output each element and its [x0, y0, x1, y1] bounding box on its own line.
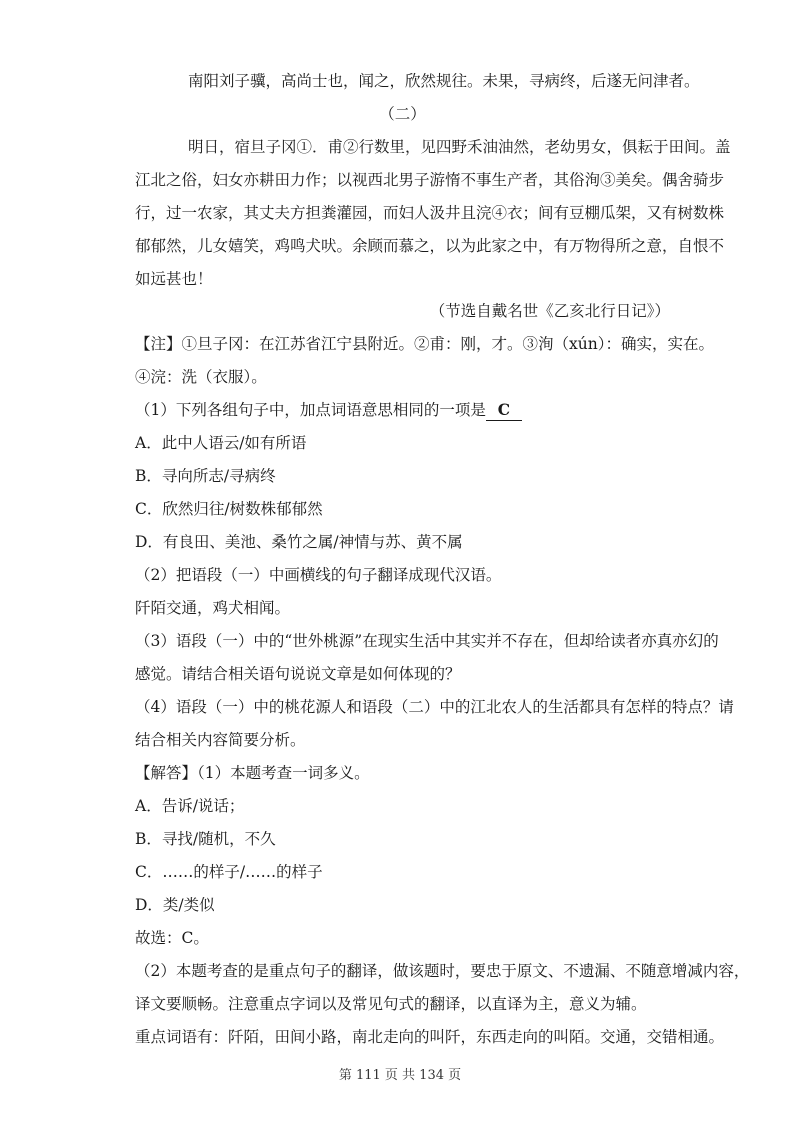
explanation-line-3: 重点词语有：阡陌，田间小路，南北走向的叫阡，东西走向的叫陌。交通，交错相通。 [135, 1028, 725, 1046]
answer-d: D．类/类似 [135, 896, 215, 914]
answer-heading: 【解答】（1）本题考查一词多义。 [135, 764, 370, 782]
text-line-3: 明日，宿旦子冈①．甫②行数里，见四野禾油油然，老幼男女，俱耘于田间。盖 [188, 138, 731, 156]
text-line-4: 江北之俗，妇女亦耕田力作；以视西北男子游惰不事生产者，其俗洵③美矣。偶舍骑步 [135, 171, 725, 189]
annotation-line-2: ④浣：洗（衣服）。 [135, 368, 267, 386]
question-3-line-1: （3）语段（一）中的“世外桃源”在现实生活中其实并不存在，但却给读者亦真亦幻的 [135, 632, 719, 650]
annotation-line-1: 【注】①旦子冈：在江苏省江宁县附近。②甫：刚，才。③洵（xún）：确实，实在。 [135, 335, 714, 353]
text-line-7: 如远甚也！ [135, 270, 213, 288]
question-1-text: （1）下列各组句子中，加点词语意思相同的一项是 [135, 401, 486, 419]
text-line-1: 南阳刘子骥，高尚士也，闻之，欣然规往。未果，寻病终，后遂无问津者。 [188, 72, 700, 90]
option-a: A．此中人语云/如有所语 [135, 434, 307, 452]
section-heading-2: （二） [379, 105, 426, 123]
option-d: D．有良田、美池、桑竹之属/神情与苏、黄不属 [135, 533, 463, 551]
question-4-line-2: 结合相关内容简要分析。 [135, 731, 306, 749]
quoted-sentence: 阡陌交通，鸡犬相闻。 [135, 599, 291, 617]
question-1 [135, 400, 670, 421]
question-4-line-1: （4）语段（一）中的桃花源人和语段（二）中的江北农人的生活都具有怎样的特点？请 [135, 698, 734, 716]
page-footer: 第 111 页 共 134 页 [338, 1068, 462, 1083]
explanation-line-1: （2）本题考查的是重点句子的翻译，做该题时，要忠于原文、不遗漏、不随意增减内容， [135, 962, 750, 980]
question-2: （2）把语段（一）中画横线的句子翻译成现代汉语。 [135, 566, 502, 584]
source-citation: （节选自戴名世《乙亥北行日记》） [429, 302, 670, 320]
option-b: B．寻向所志/寻病终 [135, 467, 276, 485]
option-c: C．欣然归往/树数株郁郁然 [135, 500, 323, 518]
question-3-line-2: 感觉。请结合相关语句说说文章是如何体现的？ [135, 665, 461, 683]
answer-choice-line: 故选：C。 [135, 929, 209, 947]
answer-c: C．……的样子/……的样子 [135, 863, 323, 881]
text-line-5: 行，过一农家，其丈夫方担粪灌园，而妇人汲井且浣④衣；间有豆棚瓜架，又有树数株 [135, 204, 725, 222]
question-1-answer: C [486, 400, 522, 421]
answer-b: B．寻找/随机，不久 [135, 830, 276, 848]
text-line-6: 郁郁然，儿女嬉笑，鸡鸣犬吠。余顾而慕之，以为此家之中，有万物得所之意，自恨不 [135, 237, 725, 255]
explanation-line-2: 译文要顺畅。注意重点字词以及常见句式的翻译，以直译为主，意义为辅。 [135, 995, 647, 1013]
answer-a: A．告诉/说话； [135, 797, 245, 815]
